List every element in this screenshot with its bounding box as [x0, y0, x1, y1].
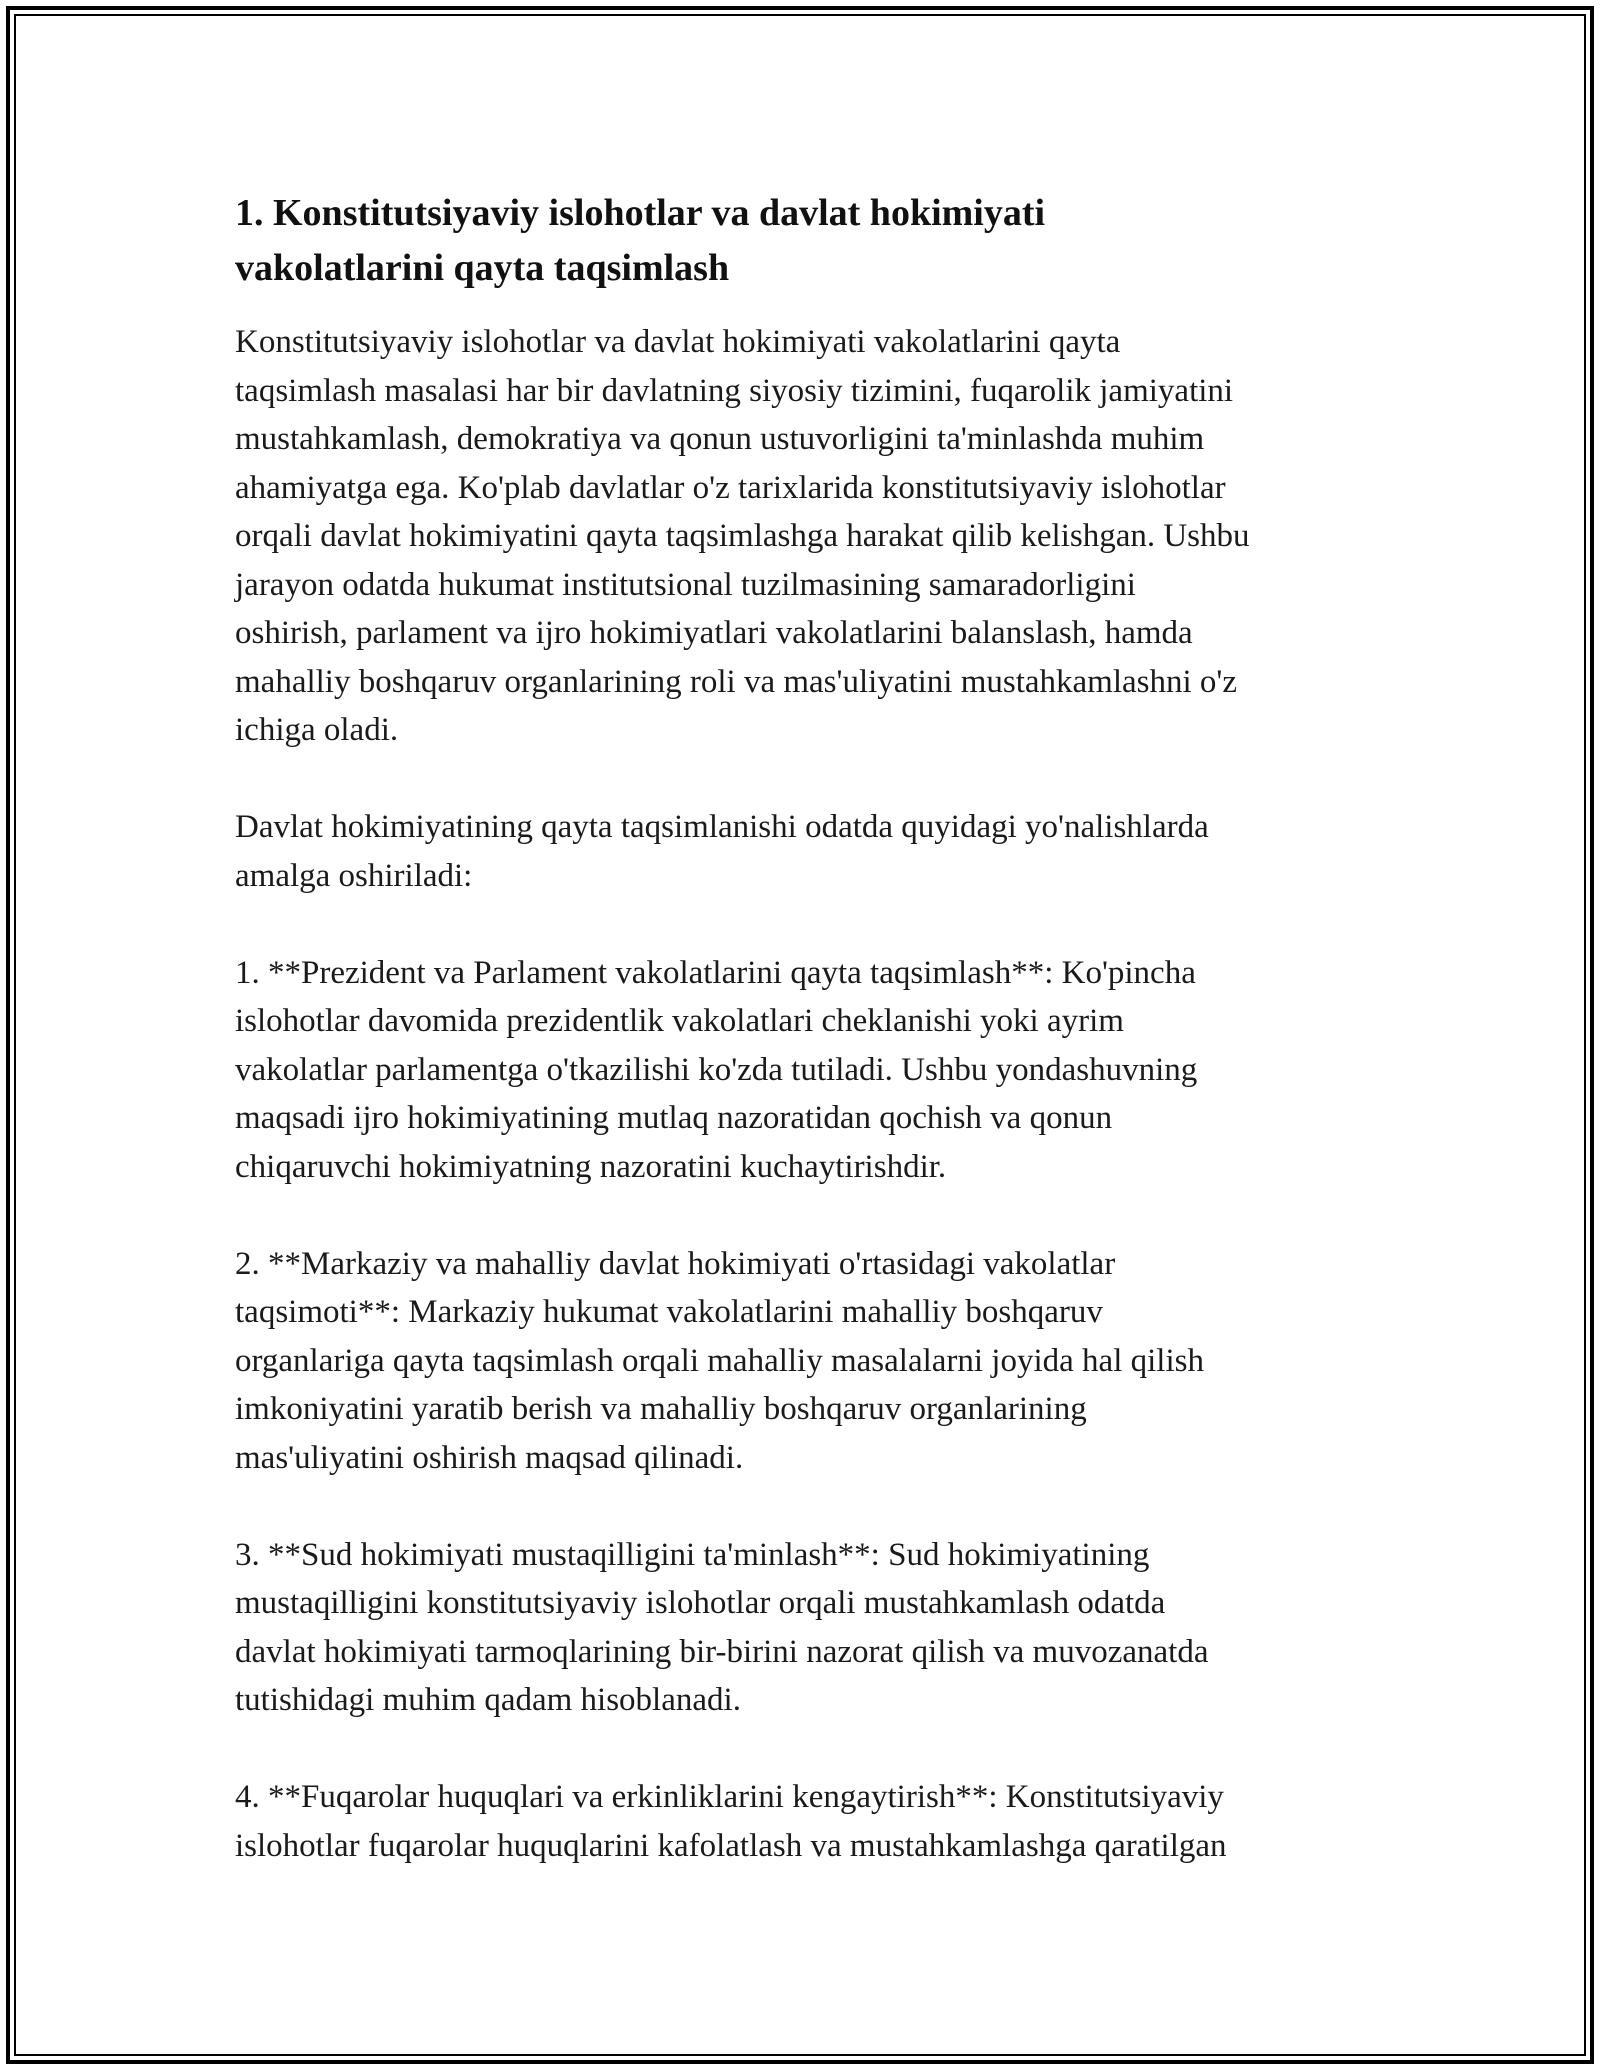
text-line: imkoniyatini yaratib berish va mahalliy boshqaruv organlarining: [235, 1391, 1087, 1427]
section-heading: [235, 186, 1375, 296]
text-line: mas'uliyatini oshirish maqsad qilinadi.: [235, 1439, 744, 1476]
heading-line: 1. Konstitutsiyaviy islohotlar va davlat hokimiyati: [235, 192, 1046, 234]
list-item-3: [235, 1531, 1375, 1725]
list-item-2: [235, 1240, 1375, 1483]
text-line: maqsadi ijro hokimiyatining mutlaq nazoratidan qochish va qonun: [235, 1100, 1113, 1136]
text-line: ichiga oladi.: [235, 712, 399, 748]
intro-paragraph: [235, 318, 1375, 755]
text-line: orqali davlat hokimiyatini qayta taqsimlashga harakat qilib kelishgan. Ushbu: [235, 518, 1250, 554]
text-line: mahalliy boshqaruv organlarining roli va mas'uliyatini mustahkamlashni o'z: [235, 663, 1238, 700]
text-line: 2. **Markaziy va mahalliy davlat hokimiyati o'rtasidagi vakolatlar: [235, 1245, 1116, 1282]
list-item-1: [235, 949, 1375, 1192]
text-line: chiqaruvchi hokimiyatning nazoratini kuchaytirishdir.: [235, 1148, 947, 1185]
text-line: taqsimoti**: Markaziy hukumat vakolatlarini mahalliy boshqaruv: [235, 1294, 1103, 1330]
text-line: mustahkamlash, demokratiya va qonun ustuvorligini ta'minlashda muhim: [235, 421, 1205, 457]
text-line: 1. **Prezident va Parlament vakolatlarini qayta taqsimlash**: Ko'pincha: [235, 954, 1196, 991]
text-line: Davlat hokimiyatining qayta taqsimlanishi odatda quyidagi yo'nalishlarda: [235, 809, 1209, 845]
list-item-4: [235, 1773, 1375, 1870]
document-body: [235, 186, 1375, 1919]
text-line: davlat hokimiyati tarmoqlarining bir-birini nazorat qilish va muvozanatda: [235, 1633, 1209, 1670]
text-line: vakolatlar parlamentga o'tkazilishi ko'zda tutiladi. Ushbu yondashuvning: [235, 1051, 1198, 1088]
heading-line: vakolatlarini qayta taqsimlash: [235, 247, 730, 289]
text-line: organlariga qayta taqsimlash orqali mahalliy masalalarni joyida hal qilish: [235, 1342, 1204, 1379]
text-line: ahamiyatga ega. Ko'plab davlatlar o'z tarixlarida konstitutsiyaviy islohotlar: [235, 469, 1226, 506]
text-line: Konstitutsiyaviy islohotlar va davlat hokimiyati vakolatlarini qayta: [235, 324, 1121, 360]
text-line: 3. **Sud hokimiyati mustaqilligini ta'minlash**: Sud hokimiyatining: [235, 1536, 1150, 1573]
list-intro-paragraph: [235, 803, 1375, 900]
text-line: taqsimlash masalasi har bir davlatning siyosiy tizimini, fuqarolik jamiyatini: [235, 372, 1234, 409]
text-line: oshirish, parlament va ijro hokimiyatlari vakolatlarini balanslash, hamda: [235, 615, 1193, 651]
text-line: jarayon odatda hukumat institutsional tuzilmasining samaradorligini: [235, 566, 1136, 603]
text-line: islohotlar fuqarolar huquqlarini kafolatlash va mustahkamlashga qaratilgan: [235, 1827, 1227, 1864]
text-line: islohotlar davomida prezidentlik vakolatlari cheklanishi yoki ayrim: [235, 1003, 1124, 1039]
text-line: mustaqilligini konstitutsiyaviy islohotlar orqali mustahkamlash odatda: [235, 1585, 1166, 1621]
text-line: amalga oshiriladi:: [235, 857, 473, 894]
text-line: 4. **Fuqarolar huquqlari va erkinliklarini kengaytirish**: Konstitutsiyaviy: [235, 1779, 1224, 1815]
text-line: tutishidagi muhim qadam hisoblanadi.: [235, 1682, 741, 1718]
